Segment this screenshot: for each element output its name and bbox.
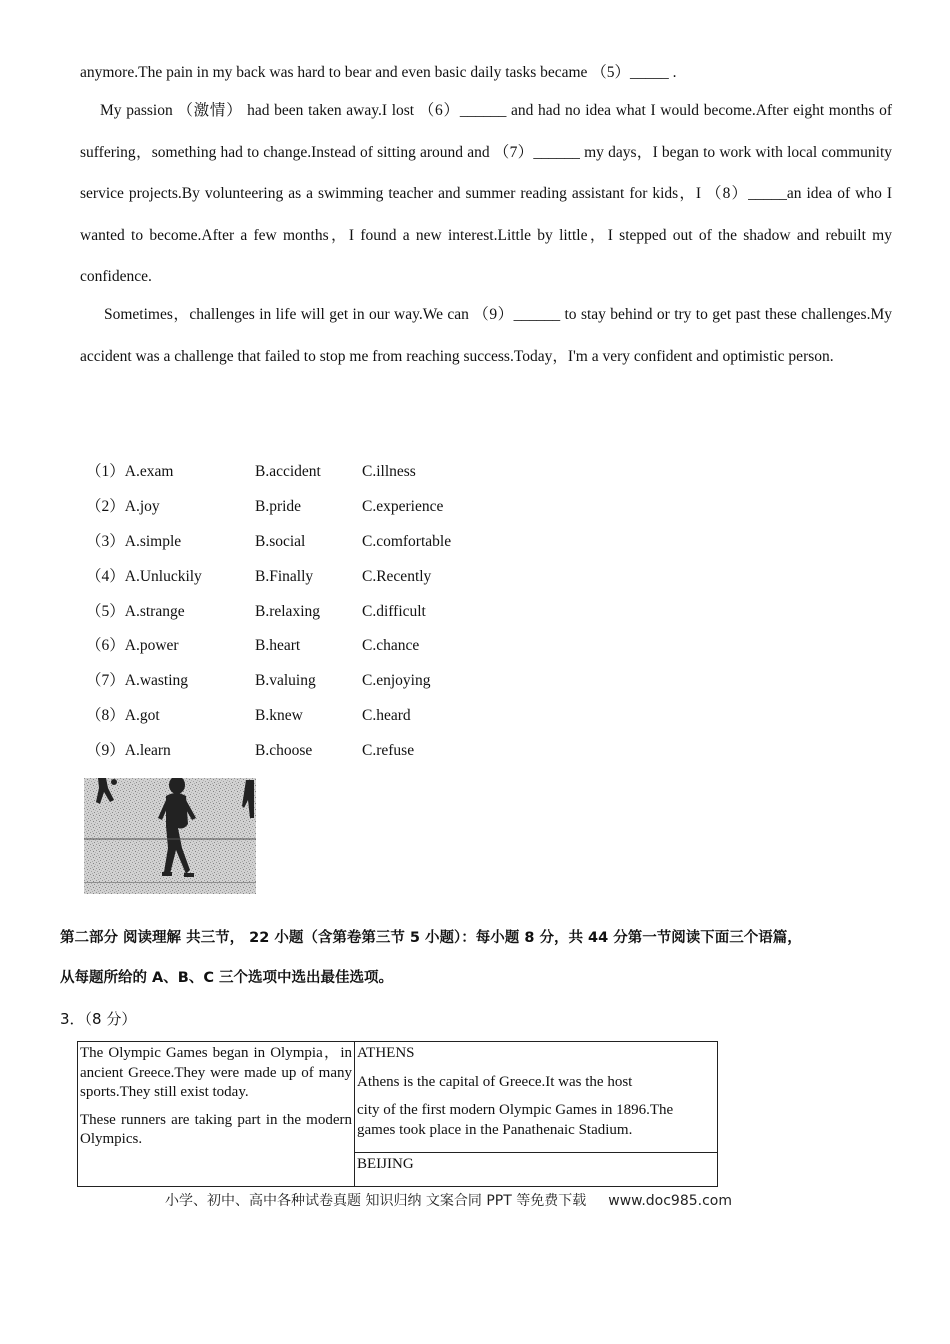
passage-paragraph-2 (80, 90, 892, 298)
option-b: B.heart (255, 637, 301, 655)
option-a: （6）A.power (86, 637, 179, 655)
athens-cell (355, 1042, 718, 1153)
option-a: （2）A.joy (86, 497, 160, 515)
option-c: C.comfortable (362, 532, 452, 550)
passage-paragraph-3-text: Sometimes，challenges in life will get in our way.We can （9）______ to stay behind or try to get past these challenges.My accident was a challenge that failed to stop me from reaching success.Today，I'm a very confident and optimistic person. (80, 306, 892, 365)
olympic-text-cell (78, 1042, 355, 1187)
beijing-title: BEIJING (357, 1156, 414, 1172)
option-b: B.valuing (255, 672, 316, 690)
athens-line-1: Athens is the capital of Greece.It was the host (357, 1073, 633, 1090)
passage-paragraph-1: anymore.The pain in my back was hard to bear and even basic daily tasks became （5）_____ . (80, 64, 677, 81)
passage-paragraph-2-text: My passion （激情） had been taken away.I lost （6）______ and had no idea what I would become.After eight months of suffering，something had to change.Instead of sitting around and （7）______ my days，I began to work with local community service projects.By volunteering as a swimming teacher and summer reading assistant for kids，I （8）_____an idea of who I wanted to become.After a few months，I found a new interest.Little by little，I stepped out of the shadow and rebuilt my confidence. (80, 102, 892, 285)
option-a: （3）A.simple (86, 532, 182, 550)
option-b: B.knew (255, 707, 303, 725)
option-b: B.pride (255, 497, 302, 515)
beijing-cell (355, 1153, 718, 1187)
section-heading-line-2: 从每题所给的 A、B、C 三个选项中选出最佳选项。 (60, 970, 394, 986)
skating-photo (84, 778, 256, 894)
option-c: C.heard (362, 707, 411, 725)
option-a: （8）A.got (86, 707, 160, 725)
athens-line-2: city of the first modern Olympic Games in 1896.The games took place in the Panathenaic Stadium. (357, 1102, 674, 1138)
footer-text: 小学、初中、高中各种试卷真题 知识归纳 文案合同 PPT 等免费下载 (165, 1193, 587, 1209)
option-b: B.choose (255, 742, 313, 760)
option-c: C.illness (362, 463, 416, 480)
option-c: C.Recently (362, 567, 432, 585)
passage-paragraph-3 (80, 294, 892, 377)
olympic-text-p1: The Olympic Games began in Olympia，in ancient Greece.They were made up of many sports.They still exist today. (80, 1045, 352, 1100)
option-b: B.accident (255, 463, 321, 480)
option-a: （5）A.strange (86, 602, 185, 620)
table-row (78, 1042, 718, 1153)
question-number: 3．（8 分） (60, 1010, 137, 1028)
footer-url[interactable]: www.doc985.com (608, 1193, 732, 1209)
option-c: C.refuse (362, 742, 415, 760)
option-b: B.relaxing (255, 602, 320, 620)
option-a: （9）A.learn (86, 742, 171, 760)
question-3-table (77, 1041, 718, 1187)
option-a: （4）A.Unluckily (86, 567, 202, 585)
option-b: B.Finally (255, 567, 314, 585)
option-c: C.difficult (362, 602, 426, 620)
option-a: （7）A.wasting (86, 672, 189, 690)
option-c: C.experience (362, 497, 444, 515)
option-c: C.chance (362, 637, 420, 655)
athens-title: ATHENS (357, 1045, 415, 1061)
option-c: C.enjoying (362, 672, 431, 690)
page-footer (165, 1190, 732, 1210)
option-b: B.social (255, 532, 306, 550)
section-heading-line-1: 第二部分 阅读理解 共三节， 22 小题（含第卷第三节 5 小题）：每小题 8 分，共 44 分第一节阅读下面三个语篇， (60, 930, 802, 946)
option-a: （1）A.exam (86, 463, 174, 480)
olympic-text-p2: These runners are taking part in the modern Olympics. (80, 1111, 352, 1147)
